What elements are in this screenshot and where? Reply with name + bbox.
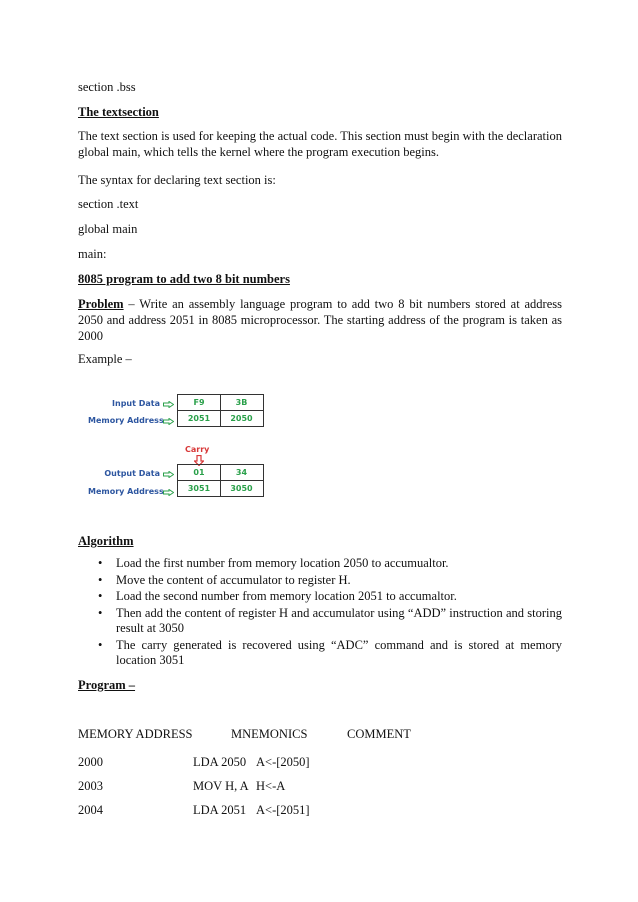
- output-address-cell: 3050: [220, 480, 264, 497]
- section-text-line: section .text: [78, 197, 139, 211]
- problem-paragraph: [78, 296, 562, 344]
- row-address: 2000: [78, 755, 103, 769]
- algorithm-list: [98, 556, 562, 670]
- arrow-right-icon: [163, 401, 174, 408]
- output-value-cell: 01: [177, 464, 221, 481]
- row-comment: H<-A: [256, 779, 286, 793]
- input-address-cell: 2050: [220, 410, 264, 427]
- row-address: 2004: [78, 803, 103, 817]
- row-mnemonic: LDA 2051: [193, 803, 247, 817]
- list-item: • Load the second number from memory location 2051 to accumaltor.: [98, 589, 562, 605]
- program-heading: 8085 program to add two 8 bit numbers: [78, 272, 290, 286]
- list-item: • Move the content of accumulator to register H.: [98, 573, 562, 589]
- text-section-paragraph: The text section is used for keeping the actual code. This section must begin with the declaration global main, which tells the kernel where the program execution begins.: [78, 129, 562, 159]
- arrow-right-icon: [163, 418, 174, 425]
- row-address: 2003: [78, 779, 103, 793]
- header-memory-address: MEMORY ADDRESS: [78, 727, 193, 741]
- input-value-cell: F9: [177, 394, 221, 411]
- header-mnemonics: MNEMONICS: [231, 727, 308, 741]
- row-comment: A<-[2051]: [256, 803, 310, 817]
- input-data-label: Input Data: [112, 399, 160, 408]
- header-comment: COMMENT: [347, 727, 411, 741]
- problem-label: Problem: [78, 297, 124, 311]
- carry-label: Carry: [185, 445, 210, 454]
- output-data-label: Output Data: [104, 469, 160, 478]
- arrow-right-icon: [163, 471, 174, 478]
- syntax-line: The syntax for declaring text section is:: [78, 173, 276, 187]
- list-item: • The carry generated is recovered using “ADC” command and is stored at memory location 3051: [98, 638, 562, 669]
- row-mnemonic: LDA 2050: [193, 755, 247, 769]
- input-address-cell: 2051: [177, 410, 221, 427]
- list-item: • Load the first number from memory location 2050 to accumualtor.: [98, 556, 562, 572]
- example-label: Example –: [78, 352, 132, 366]
- memory-address-label-1: Memory Address: [88, 416, 164, 425]
- list-item: • Then add the content of register H and accumulator using “ADD” instruction and storing result at 3050: [98, 606, 562, 637]
- output-value-cell: 34: [220, 464, 264, 481]
- global-main-line: global main: [78, 222, 138, 236]
- memory-address-label-2: Memory Address: [88, 487, 164, 496]
- problem-text: – Write an assembly language program to add two 8 bit numbers stored at address 2050 and address 2051 in 8085 microprocessor. The starting address of the program is taken as 2000: [78, 297, 562, 343]
- input-value-cell: 3B: [220, 394, 264, 411]
- example-diagram: [88, 390, 278, 504]
- program-label: Program –: [78, 678, 136, 692]
- text-section-heading: The textsection: [78, 105, 159, 119]
- output-address-cell: 3051: [177, 480, 221, 497]
- section-bss-line: section .bss: [78, 80, 136, 94]
- arrow-right-icon: [163, 489, 174, 496]
- main-label-line: main:: [78, 247, 107, 261]
- algorithm-heading: Algorithm: [78, 534, 134, 548]
- row-comment: A<-[2050]: [256, 755, 310, 769]
- row-mnemonic: MOV H, A: [193, 779, 249, 793]
